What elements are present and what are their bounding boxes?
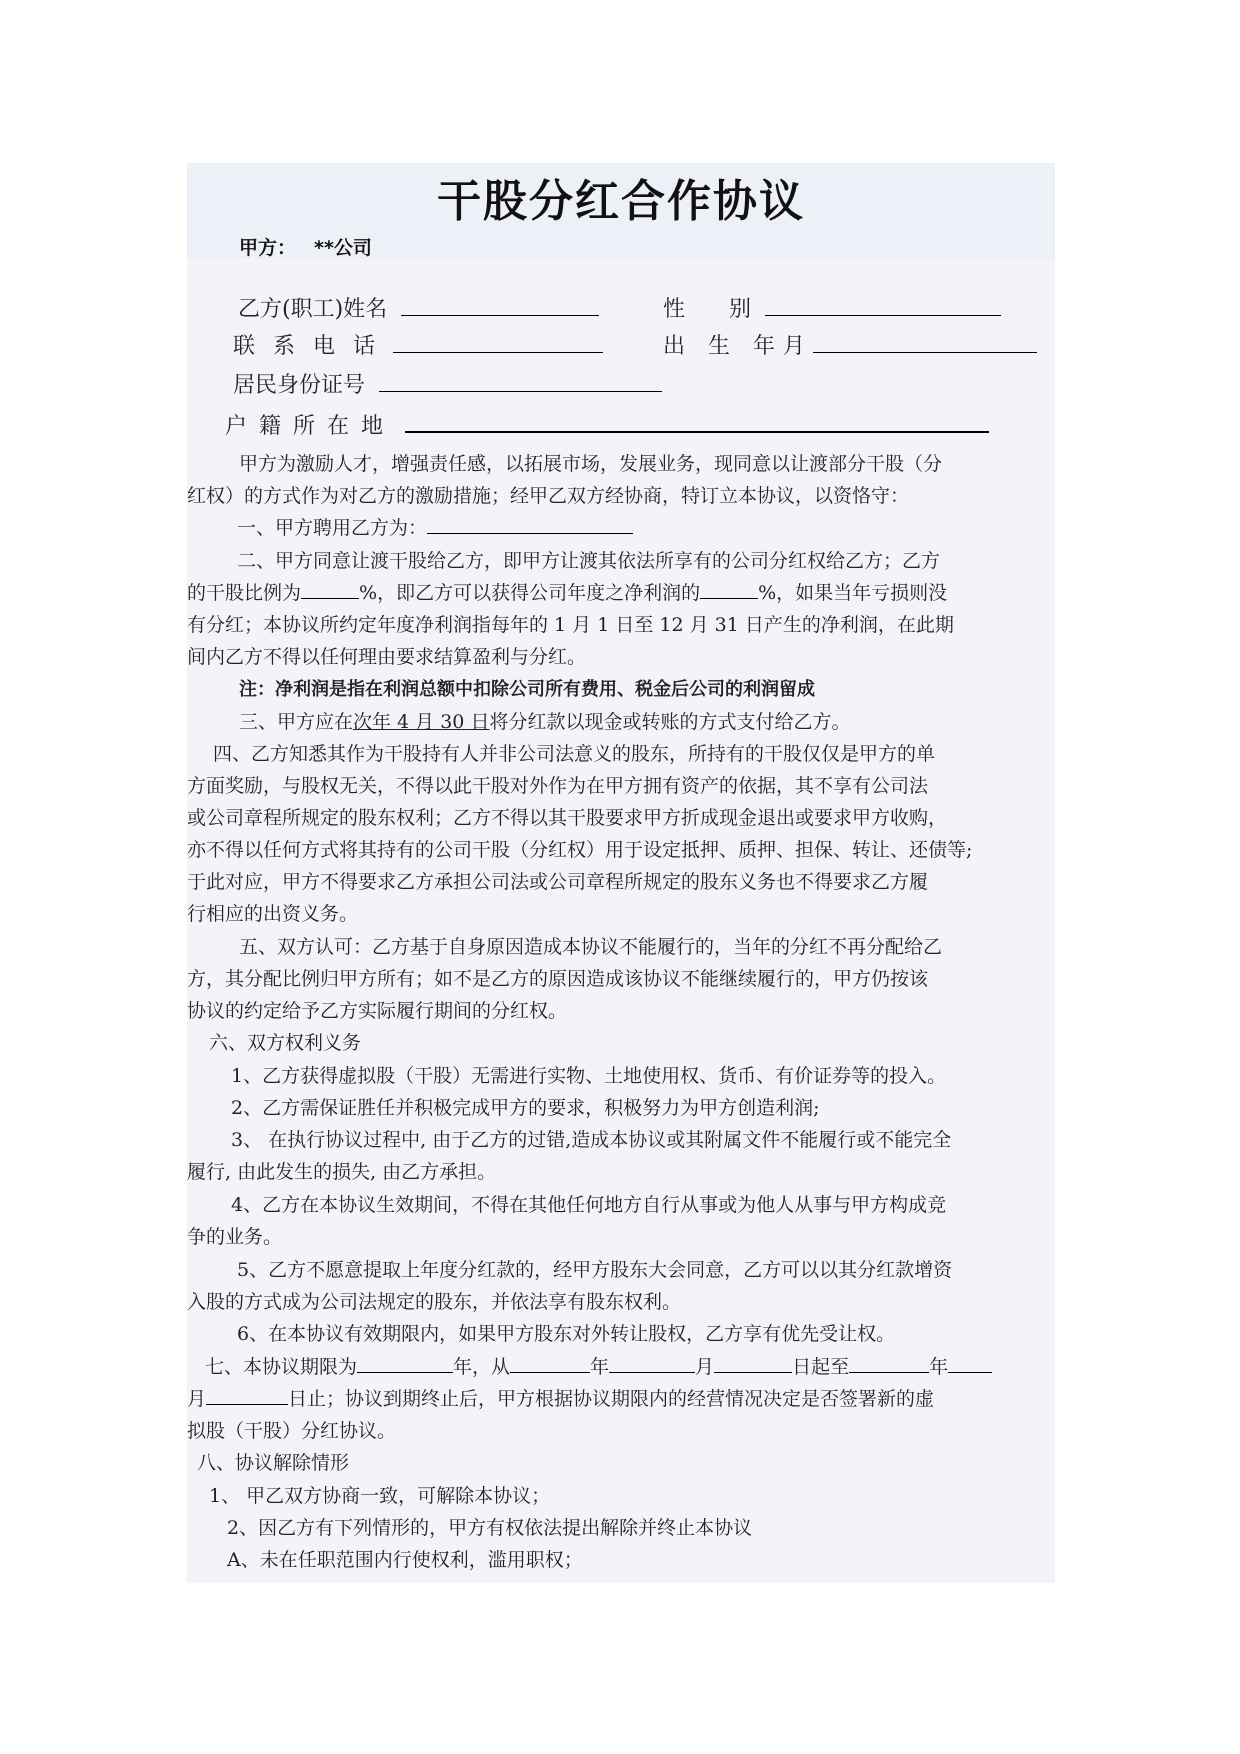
text-line: 5、乙方不愿意提取上年度分红款的，经甲方股东大会同意，乙方可以以其分红款增资 [237,1259,953,1281]
term-text: 月 [187,1388,207,1410]
note-line: 注：净利润是指在利润总额中扣除公司所有费用、税金后公司的利润留成 [239,679,815,700]
term-text: 七、本协议期限为 [205,1356,358,1378]
document-page [187,163,1055,1583]
clause-1-text: 一、甲方聘用乙方为： [237,517,428,539]
text-line: 间内乙方不得以任何理由要求结算盈利与分红。 [187,646,587,668]
share-ratio-blank[interactable] [301,578,359,599]
ratio-text: 的干股比例为 [187,582,302,604]
name-label: 乙方(职工)姓名 [238,297,388,322]
id-label: 居民身份证号 [233,373,366,398]
clause-2-ratio-line [187,577,947,609]
term-text: 月 [695,1356,715,1378]
text-line: 4、乙方在本协议生效期间，不得在其他任何地方自行从事或为他人从事与甲方构成竞 [231,1194,947,1216]
clause-3-text: 将分红款以现金或转账的方式支付给乙方。 [489,711,851,733]
residence-field-row [225,409,989,440]
text-line: 方，其分配比例归甲方所有；如不是乙方的原因造成该协议不能继续履行的，甲方仍按该 [187,968,929,990]
id-field-row [233,368,662,399]
start-year-blank[interactable] [510,1352,590,1373]
clause-1-line [237,512,633,544]
phone-blank[interactable] [393,330,603,353]
payment-date: 次年 4 月 30 日 [353,711,490,733]
document-title: 干股分红合作协议 [437,176,805,227]
term-text: 日起至 [792,1356,850,1378]
term-line [205,1351,992,1383]
text-line: 红权）的方式作为对乙方的激励措施；经甲乙双方经协商，特订立本协议，以资恪守： [187,485,910,507]
profit-ratio-blank[interactable] [700,578,758,599]
start-month-blank[interactable] [609,1352,695,1373]
party-a-label: 甲方： [239,237,297,259]
residence-blank[interactable] [405,409,989,433]
clause-3-line [239,706,850,738]
text-line: 2、乙方需保证胜任并积极完成甲方的要求，积极努力为甲方创造利润; [231,1097,820,1119]
term-line-2 [187,1383,934,1415]
gender-field-row [663,292,1001,323]
text-line: 方面奖励，与股权无关，不得以此干股对外作为在甲方拥有资产的依据，其不享有公司法 [187,775,929,797]
text-line: 有分红；本协议所约定年度净利润指每年的 1 月 1 日至 12 月 31 日产生的净利润，在此期 [187,614,954,636]
ratio-text: %，如果当年亏损则没 [758,582,948,604]
residence-label: 户籍所在地 [225,414,396,439]
birth-blank[interactable] [813,330,1037,353]
text-line: 四、乙方知悉其作为干股持有人并非公司法意义的股东，所持有的干股仅仅是甲方的单 [213,743,936,765]
text-line: 五、双方认可：乙方基于自身原因造成本协议不能履行的，当年的分红不再分配给乙 [239,936,943,958]
text-line: A、未在任职范围内行使权利，滥用职权； [227,1549,583,1571]
text-line: 3、 在执行协议过程中, 由于乙方的过错,造成本协议或其附属文件不能履行或不能完全 [231,1129,952,1151]
birth-field-row [663,329,1037,360]
gender-blank[interactable] [765,293,1001,316]
hired-as-blank[interactable] [427,513,633,534]
party-a-line [239,233,372,260]
text-line: 亦不得以任何方式将其持有的公司干股（分红权）用于设定抵押、质押、担保、转让、还债等; [187,839,973,861]
end-day-blank[interactable] [206,1384,288,1405]
text-line: 争的业务。 [187,1226,283,1248]
text-line: 甲方为激励人才，增强责任感，以拓展市场，发展业务，现同意以让渡部分干股（分 [239,453,943,475]
name-blank[interactable] [401,293,599,316]
term-years-blank[interactable] [357,1352,453,1373]
id-blank[interactable] [379,369,662,392]
ratio-text: %，即乙方可以获得公司年度之净利润的 [359,582,701,604]
text-line: 或公司章程所规定的股东权利；乙方不得以其干股要求甲方折成现金退出或要求甲方收购， [187,807,948,829]
text-line: 协议的约定给予乙方实际履行期间的分红权。 [187,1000,568,1022]
text-line: 1、乙方获得虚拟股（干股）无需进行实物、土地使用权、货币、有价证券等的投入。 [231,1065,947,1087]
term-text: 日止；协议到期终止后，甲方根据协议期限内的经营情况决定是否签署新的虚 [288,1388,935,1410]
name-field-row [238,292,599,323]
phone-label: 联系电话 [233,334,394,359]
section-heading: 六、双方权利义务 [209,1032,362,1054]
end-month-blank[interactable] [948,1352,992,1373]
text-line: 1、 甲乙双方协商一致，可解除本协议； [209,1485,551,1507]
birth-label: 出 生 年月 [663,334,813,359]
text-line: 2、因乙方有下列情形的，甲方有权依法提出解除并终止本协议 [227,1517,753,1539]
start-day-blank[interactable] [714,1352,792,1373]
text-line: 行相应的出资义务。 [187,903,359,925]
text-line: 拟股（干股）分红协议。 [187,1420,397,1442]
text-line: 履行, 由此发生的损失, 由乙方承担。 [187,1161,497,1183]
term-text: 年，从 [453,1356,511,1378]
term-text: 年 [590,1356,610,1378]
clause-3-text: 三、甲方应在 [239,711,354,733]
section-heading: 八、协议解除情形 [197,1452,350,1474]
term-text: 年 [929,1356,949,1378]
end-year-blank[interactable] [849,1352,929,1373]
text-line: 入股的方式成为公司法规定的股东，并依法享有股东权利。 [187,1291,682,1313]
title-band [187,163,1055,259]
party-a-value: **公司 [314,237,372,259]
text-line: 于此对应，甲方不得要求乙方承担公司法或公司章程所规定的股东义务也不得要求乙方履 [187,871,929,893]
text-line: 6、在本协议有效期限内，如果甲方股东对外转让股权，乙方享有优先受让权。 [237,1323,896,1345]
gender-label: 性 别 [663,297,752,322]
text-line: 二、甲方同意让渡干股给乙方，即甲方让渡其依法所享有的公司分红权给乙方；乙方 [237,550,941,572]
phone-field-row [233,329,603,360]
